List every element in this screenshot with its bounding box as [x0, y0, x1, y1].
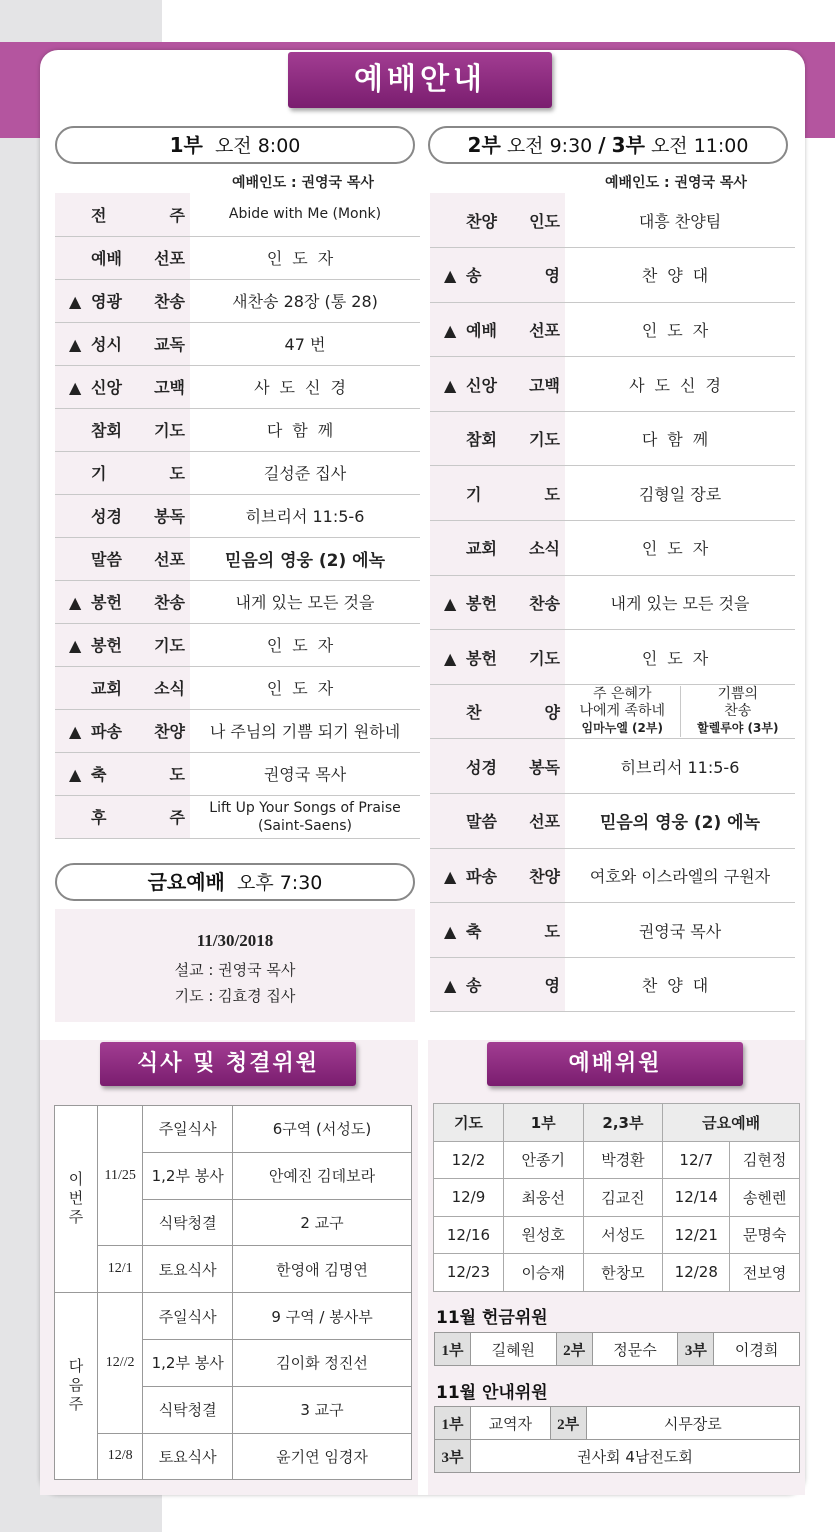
- committee-cell: 문명숙: [730, 1216, 800, 1254]
- service-item-label: [430, 411, 565, 466]
- table-row: [434, 1141, 800, 1179]
- standing-mark: ▲: [444, 320, 457, 340]
- service-item-value: 사도신경: [565, 357, 795, 412]
- standing-mark: ▲: [444, 976, 457, 996]
- service-item-value: 인도자: [190, 623, 420, 666]
- service-row: [55, 193, 420, 236]
- service-item-label: [430, 193, 565, 248]
- committee-cell: 이승재: [503, 1254, 583, 1292]
- service-item-label: [55, 709, 190, 752]
- service-row: [55, 709, 420, 752]
- service-item-value: 찬양대: [565, 957, 795, 1012]
- service-item-name: 축 도: [91, 765, 185, 784]
- worship-committee-table: [433, 1103, 800, 1292]
- service-item-value: 찬양대: [565, 248, 795, 303]
- service-row: [430, 957, 795, 1012]
- standing-mark: ▲: [69, 378, 82, 397]
- this-week-date-2: 12/1: [98, 1246, 143, 1293]
- committee-cell: 김교진: [583, 1179, 663, 1217]
- service-item-name: 참회 기도: [91, 421, 185, 440]
- standing-mark: ▲: [444, 921, 457, 941]
- committee-cell: 12/23: [434, 1254, 504, 1292]
- offering-value-3: 이경희: [714, 1333, 800, 1366]
- header-second-third: 2,3부: [583, 1104, 663, 1142]
- service-item-label: [55, 193, 190, 236]
- service-row: [430, 794, 795, 849]
- header-prayer: 기도: [434, 1104, 504, 1142]
- committee-cell: 12/16: [434, 1216, 504, 1254]
- service-item-value: 사도신경: [190, 365, 420, 408]
- committee-cell: 12/9: [434, 1179, 504, 1217]
- table-header-row: [434, 1104, 800, 1142]
- service-item-value: 인도자: [565, 630, 795, 685]
- committee-cell: 김현정: [730, 1141, 800, 1179]
- service-item-label: [55, 408, 190, 451]
- first-service-header: [55, 126, 415, 164]
- service-item-label: [430, 357, 565, 412]
- standing-mark: ▲: [69, 765, 82, 784]
- next-week-date-2: 12/8: [98, 1433, 143, 1480]
- service-item-label: [430, 248, 565, 303]
- service-item-name: 찬 양: [466, 703, 560, 723]
- service-row: [430, 193, 795, 248]
- meal-task: 주일식사: [143, 1293, 233, 1340]
- service-item-name: 축 도: [466, 921, 560, 941]
- service-item-name: 찬양 인도: [466, 211, 560, 231]
- service-item-name: 성경 봉독: [466, 757, 560, 777]
- committee-cell: 한창모: [583, 1254, 663, 1292]
- committee-cell: 원성호: [503, 1216, 583, 1254]
- service-row: [430, 630, 795, 685]
- friday-sermon: 설교 : 권영국 목사: [174, 961, 296, 979]
- service-item-label: [430, 521, 565, 576]
- offering-value-2: 정문수: [592, 1333, 678, 1366]
- service-item-name: 신앙 고백: [466, 375, 560, 395]
- third-service-time: 오전 11:00: [650, 135, 749, 157]
- meal-cleaning-table: [54, 1105, 412, 1480]
- service-item-label: [430, 630, 565, 685]
- choir-song-2-line2: 나에게 족하네: [579, 703, 666, 720]
- standing-mark: ▲: [69, 636, 82, 655]
- service-row: [55, 623, 420, 666]
- next-week-label: 다음주: [55, 1293, 98, 1480]
- meal-task: 토요식사: [143, 1246, 233, 1293]
- service-item-value: 다함께: [190, 408, 420, 451]
- friday-service-box: [55, 909, 415, 1022]
- service-item-label: [55, 365, 190, 408]
- committee-cell: 서성도: [583, 1216, 663, 1254]
- service-separator: /: [598, 133, 606, 157]
- service-item-name: 파송 찬양: [466, 866, 560, 886]
- service-item-name: 영광 찬송: [91, 292, 185, 311]
- second-service-leader: 예배인도 : 권영국 목사: [605, 175, 747, 191]
- service-item-value: 나 주님의 기쁨 되기 원하네: [190, 709, 420, 752]
- friday-prayer: 기도 : 김효경 집사: [174, 987, 296, 1005]
- usher-value-2: 시무장로: [586, 1407, 799, 1440]
- service-item-name: 말씀 선포: [91, 550, 185, 569]
- first-service-order: [55, 193, 420, 839]
- meal-task: 주일식사: [143, 1106, 233, 1153]
- service-item-label: [430, 903, 565, 958]
- standing-mark: ▲: [69, 722, 82, 741]
- usher-value-3: 권사회 4남전도회: [470, 1440, 799, 1473]
- service-item-label: [430, 794, 565, 849]
- table-row: [434, 1254, 800, 1292]
- service-item-name: 송 영: [466, 976, 560, 996]
- service-item-label: [430, 957, 565, 1012]
- table-row: [434, 1216, 800, 1254]
- meal-assignee: 윤기연 임경자: [233, 1433, 412, 1480]
- service-item-name: 기 도: [91, 464, 185, 483]
- page-title: 예배안내: [288, 52, 552, 108]
- service-item-name: 후 주: [91, 808, 185, 827]
- second-service-header: [428, 126, 788, 164]
- service-item-name: 신앙 고백: [91, 378, 185, 397]
- this-week-date-1: 11/25: [98, 1106, 143, 1246]
- friday-service-time: 오후 7:30: [236, 872, 323, 894]
- service-item-value: 인도자: [565, 521, 795, 576]
- service-item-value: 히브리서 11:5-6: [190, 494, 420, 537]
- service-item-value: Lift Up Your Songs of Praise (Saint-Saens): [190, 795, 420, 838]
- service-item-value: 대흥 찬양팀: [565, 193, 795, 248]
- service-row: [430, 302, 795, 357]
- this-week-label: 이번주: [55, 1106, 98, 1293]
- service-item-name: 봉헌 기도: [91, 636, 185, 655]
- first-service-leader: 예배인도 : 권영국 목사: [232, 175, 374, 191]
- service-row: [55, 795, 420, 838]
- committee-cell: 박경환: [583, 1141, 663, 1179]
- table-row: [435, 1333, 800, 1366]
- service-row: [430, 411, 795, 466]
- service-row: [430, 903, 795, 958]
- committee-cell: 12/2: [434, 1141, 504, 1179]
- service-item-label: [55, 752, 190, 795]
- standing-mark: ▲: [69, 593, 82, 612]
- meal-assignee: 3 교구: [233, 1386, 412, 1433]
- meal-assignee: 6구역 (서성도): [233, 1106, 412, 1153]
- service-item-value: 여호와 이스라엘의 구원자: [565, 848, 795, 903]
- service-item-value: 권영국 목사: [190, 752, 420, 795]
- service-item-name: 교회 소식: [91, 679, 185, 698]
- service-item-value: 김형일 장로: [565, 466, 795, 521]
- service-item-label: [430, 466, 565, 521]
- service-row: [55, 408, 420, 451]
- service-row: [55, 580, 420, 623]
- table-row: [435, 1440, 800, 1473]
- committee-section-title: 예배위원: [487, 1042, 743, 1086]
- service-item-value: 믿음의 영웅 (2) 에녹: [565, 794, 795, 849]
- service-item-value: 인도자: [190, 236, 420, 279]
- header-friday: 금요예배: [663, 1104, 800, 1142]
- service-row: [55, 236, 420, 279]
- service-item-label: [55, 537, 190, 580]
- standing-mark: ▲: [444, 593, 457, 613]
- service-row: [430, 466, 795, 521]
- table-row: [55, 1246, 412, 1293]
- standing-mark: ▲: [69, 335, 82, 354]
- service-item-value: 다함께: [565, 411, 795, 466]
- committee-cell: 최웅선: [503, 1179, 583, 1217]
- service-item-label: [55, 494, 190, 537]
- service-row: [430, 575, 795, 630]
- service-row: [55, 279, 420, 322]
- service-item-value: 길성준 집사: [190, 451, 420, 494]
- service-row: [430, 248, 795, 303]
- meal-assignee: 한영애 김명연: [233, 1246, 412, 1293]
- committee-cell: 전보영: [730, 1254, 800, 1292]
- service-item-label: [55, 580, 190, 623]
- table-row: [55, 1433, 412, 1480]
- standing-mark: ▲: [444, 866, 457, 886]
- offering-key-1: 1부: [435, 1333, 471, 1366]
- table-row: [435, 1407, 800, 1440]
- first-service-name: 1부: [169, 133, 203, 157]
- committee-cell: 12/7: [663, 1141, 730, 1179]
- meal-task: 식탁청결: [143, 1199, 233, 1246]
- service-item-value: 믿음의 영웅 (2) 에녹: [190, 537, 420, 580]
- third-service-name: 3부: [611, 133, 645, 157]
- service-item-label: [55, 451, 190, 494]
- service-item-name: 봉헌 기도: [466, 648, 560, 668]
- choir-song-3-line1: 기쁨의: [717, 686, 759, 703]
- offering-committee-title: 11월 헌금위원: [436, 1308, 548, 1328]
- service-item-value: 47 번: [190, 322, 420, 365]
- service-item-label: [55, 795, 190, 838]
- service-item-name: 참회 기도: [466, 430, 560, 450]
- header-first: 1부: [503, 1104, 583, 1142]
- committee-cell: 12/28: [663, 1254, 730, 1292]
- offering-key-3: 3부: [678, 1333, 714, 1366]
- service-item-label: [430, 302, 565, 357]
- service-item-value: 새찬송 28장 (통 28): [190, 279, 420, 322]
- meal-task: 1,2부 봉사: [143, 1339, 233, 1386]
- service-row: [430, 521, 795, 576]
- usher-key-2: 2부: [550, 1407, 586, 1440]
- choir-song-3-line2: 찬송: [724, 703, 752, 720]
- service-item-label: [55, 279, 190, 322]
- friday-date: 11/30/2018: [196, 931, 274, 950]
- service-row: [55, 365, 420, 408]
- service-item-value: 권영국 목사: [565, 903, 795, 958]
- usher-key-1: 1부: [435, 1407, 471, 1440]
- standing-mark: ▲: [444, 375, 457, 395]
- service-item-label: [55, 322, 190, 365]
- friday-service-header: [55, 863, 415, 901]
- committee-cell: 12/14: [663, 1179, 730, 1217]
- service-item-name: 파송 찬양: [91, 722, 185, 741]
- second-service-order: [430, 193, 795, 1012]
- service-row: [430, 739, 795, 794]
- usher-value-1: 교역자: [470, 1407, 550, 1440]
- table-row: [55, 1106, 412, 1153]
- service-item-label: [430, 684, 565, 739]
- service-row: [55, 451, 420, 494]
- meal-assignee: 9 구역 / 봉사부: [233, 1293, 412, 1340]
- choir-song-2-choir: 임마누엘 (2부): [581, 721, 663, 736]
- meal-task: 식탁청결: [143, 1386, 233, 1433]
- meal-task: 1,2부 봉사: [143, 1152, 233, 1199]
- standing-mark: ▲: [444, 266, 457, 286]
- service-item-name: 봉헌 찬송: [91, 593, 185, 612]
- offering-committee-table: [434, 1332, 800, 1366]
- service-item-name: 예배 선포: [466, 320, 560, 340]
- meal-assignee: 김이화 정진선: [233, 1339, 412, 1386]
- service-row: [55, 322, 420, 365]
- service-item-label: [430, 575, 565, 630]
- service-item-value: 내게 있는 모든 것을: [565, 575, 795, 630]
- service-item-label: [55, 666, 190, 709]
- first-service-time: 오전 8:00: [214, 135, 301, 157]
- committee-cell: 안종기: [503, 1141, 583, 1179]
- standing-mark: ▲: [69, 292, 82, 311]
- service-item-name: 송 영: [466, 266, 560, 286]
- committee-cell: 송헨렌: [730, 1179, 800, 1217]
- service-row: [55, 494, 420, 537]
- next-week-date-1: 12//2: [98, 1293, 143, 1433]
- service-item-label: [55, 623, 190, 666]
- service-row: [55, 752, 420, 795]
- offering-value-1: 길혜원: [471, 1333, 557, 1366]
- service-item-value: 내게 있는 모든 것을: [190, 580, 420, 623]
- standing-mark: ▲: [444, 648, 457, 668]
- second-service-name: 2부: [467, 133, 501, 157]
- usher-key-3: 3부: [435, 1440, 471, 1473]
- meal-section-title: 식사 및 청결위원: [100, 1042, 356, 1086]
- service-row: [430, 848, 795, 903]
- usher-committee-table: [434, 1406, 800, 1473]
- second-service-time: 오전 9:30: [506, 135, 593, 157]
- table-row: [55, 1293, 412, 1340]
- offering-key-2: 2부: [556, 1333, 592, 1366]
- choir-song-3-choir: 할렐루야 (3부): [697, 721, 779, 736]
- service-item-name: 교회 소식: [466, 539, 560, 559]
- service-item-label: [55, 236, 190, 279]
- service-item-label: [430, 739, 565, 794]
- service-item-name: 전 주: [91, 205, 185, 225]
- service-item-value: 히브리서 11:5-6: [565, 739, 795, 794]
- table-row: [434, 1179, 800, 1217]
- service-item-name: 성경 봉독: [91, 507, 185, 526]
- meal-assignee: 안예진 김데보라: [233, 1152, 412, 1199]
- service-item-name: 성시 교독: [91, 335, 185, 354]
- service-row: [430, 357, 795, 412]
- service-row: [55, 666, 420, 709]
- meal-task: 토요식사: [143, 1433, 233, 1480]
- service-item-value: 인도자: [565, 302, 795, 357]
- service-item-name: 말씀 선포: [466, 812, 560, 832]
- service-item-name: 봉헌 찬송: [466, 593, 560, 613]
- meal-assignee: 2 교구: [233, 1199, 412, 1246]
- usher-committee-title: 11월 안내위원: [436, 1383, 548, 1403]
- service-row: [55, 537, 420, 580]
- service-item-name: 기 도: [466, 484, 560, 504]
- friday-service-name: 금요예배: [147, 870, 225, 894]
- committee-cell: 12/21: [663, 1216, 730, 1254]
- service-item-name: 예배 선포: [91, 249, 185, 268]
- service-item-value: 인도자: [190, 666, 420, 709]
- choir-song-2-line1: 주 은혜가: [592, 686, 652, 703]
- service-row-choir: [430, 684, 795, 739]
- service-item-value: Abide with Me (Monk): [190, 193, 420, 236]
- service-item-label: [430, 848, 565, 903]
